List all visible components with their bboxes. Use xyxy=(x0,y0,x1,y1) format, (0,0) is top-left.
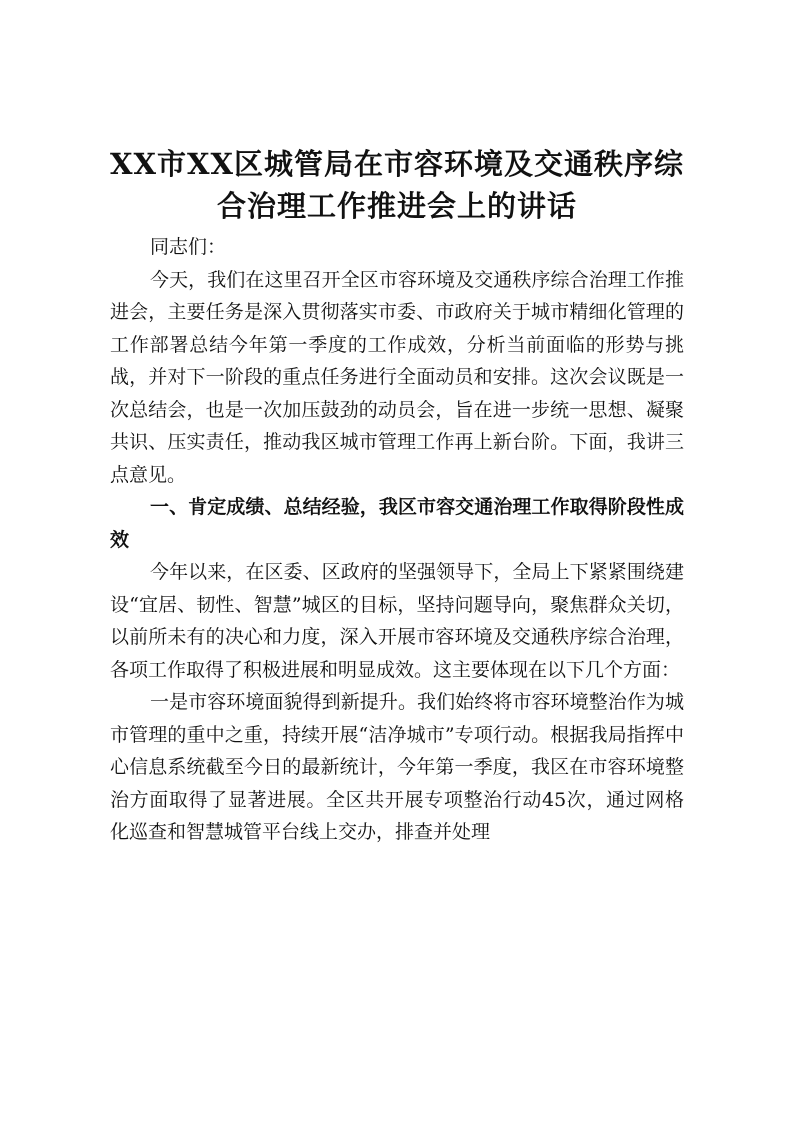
intro-paragraph: 今天，我们在这里召开全区市容环境及交通秩序综合治理工作推进会，主要任务是深入贯彻落实市委、市政府关于城市精细化管理的工作部署总结今年第一季度的工作成效，分析当前面临的形势与挑战，并对下一阶段的重点任务进行全面动员和安排。这次会议既是一次总结会，也是一次加压鼓劲的动员会，旨在进一步统一思想、凝聚共识、压实责任，推动我区城市管理工作再上新台阶。下面，我讲三点意见。 xyxy=(110,268,684,486)
section1-paragraph: 一是市容环境面貌得到新提升。我们始终将市容环境整治作为城市管理的重中之重，持续开展“洁净城市”专项行动。根据我局指挥中心信息系统截至今日的最新统计，今年第一季度，我区在市容环境整治方面取得了显著进展。全区共开展专项整治行动45次，通过网格化巡查和智慧城管平台线上交办，排查并处理 xyxy=(110,691,684,843)
section-heading-1: 一、肯定成绩、总结经验，我区市容交通治理工作取得阶段性成效 xyxy=(110,496,684,551)
section1-paragraph: 今年以来，在区委、区政府的坚强领导下，全局上下紧紧围绕建设“宜居、韧性、智慧”城区的目标，坚持问题导向，聚焦群众关切，以前所未有的决心和力度，深入开展市容环境及交通秩序综合治理，各项工作取得了积极进展和明显成效。这主要体现在以下几个方面： xyxy=(110,561,684,681)
document-title: XX市XX区城管局在市容环境及交通秩序综合治理工作推进会上的讲话 xyxy=(110,147,685,223)
salutation: 同志们： xyxy=(150,236,227,258)
document-page xyxy=(110,143,684,849)
